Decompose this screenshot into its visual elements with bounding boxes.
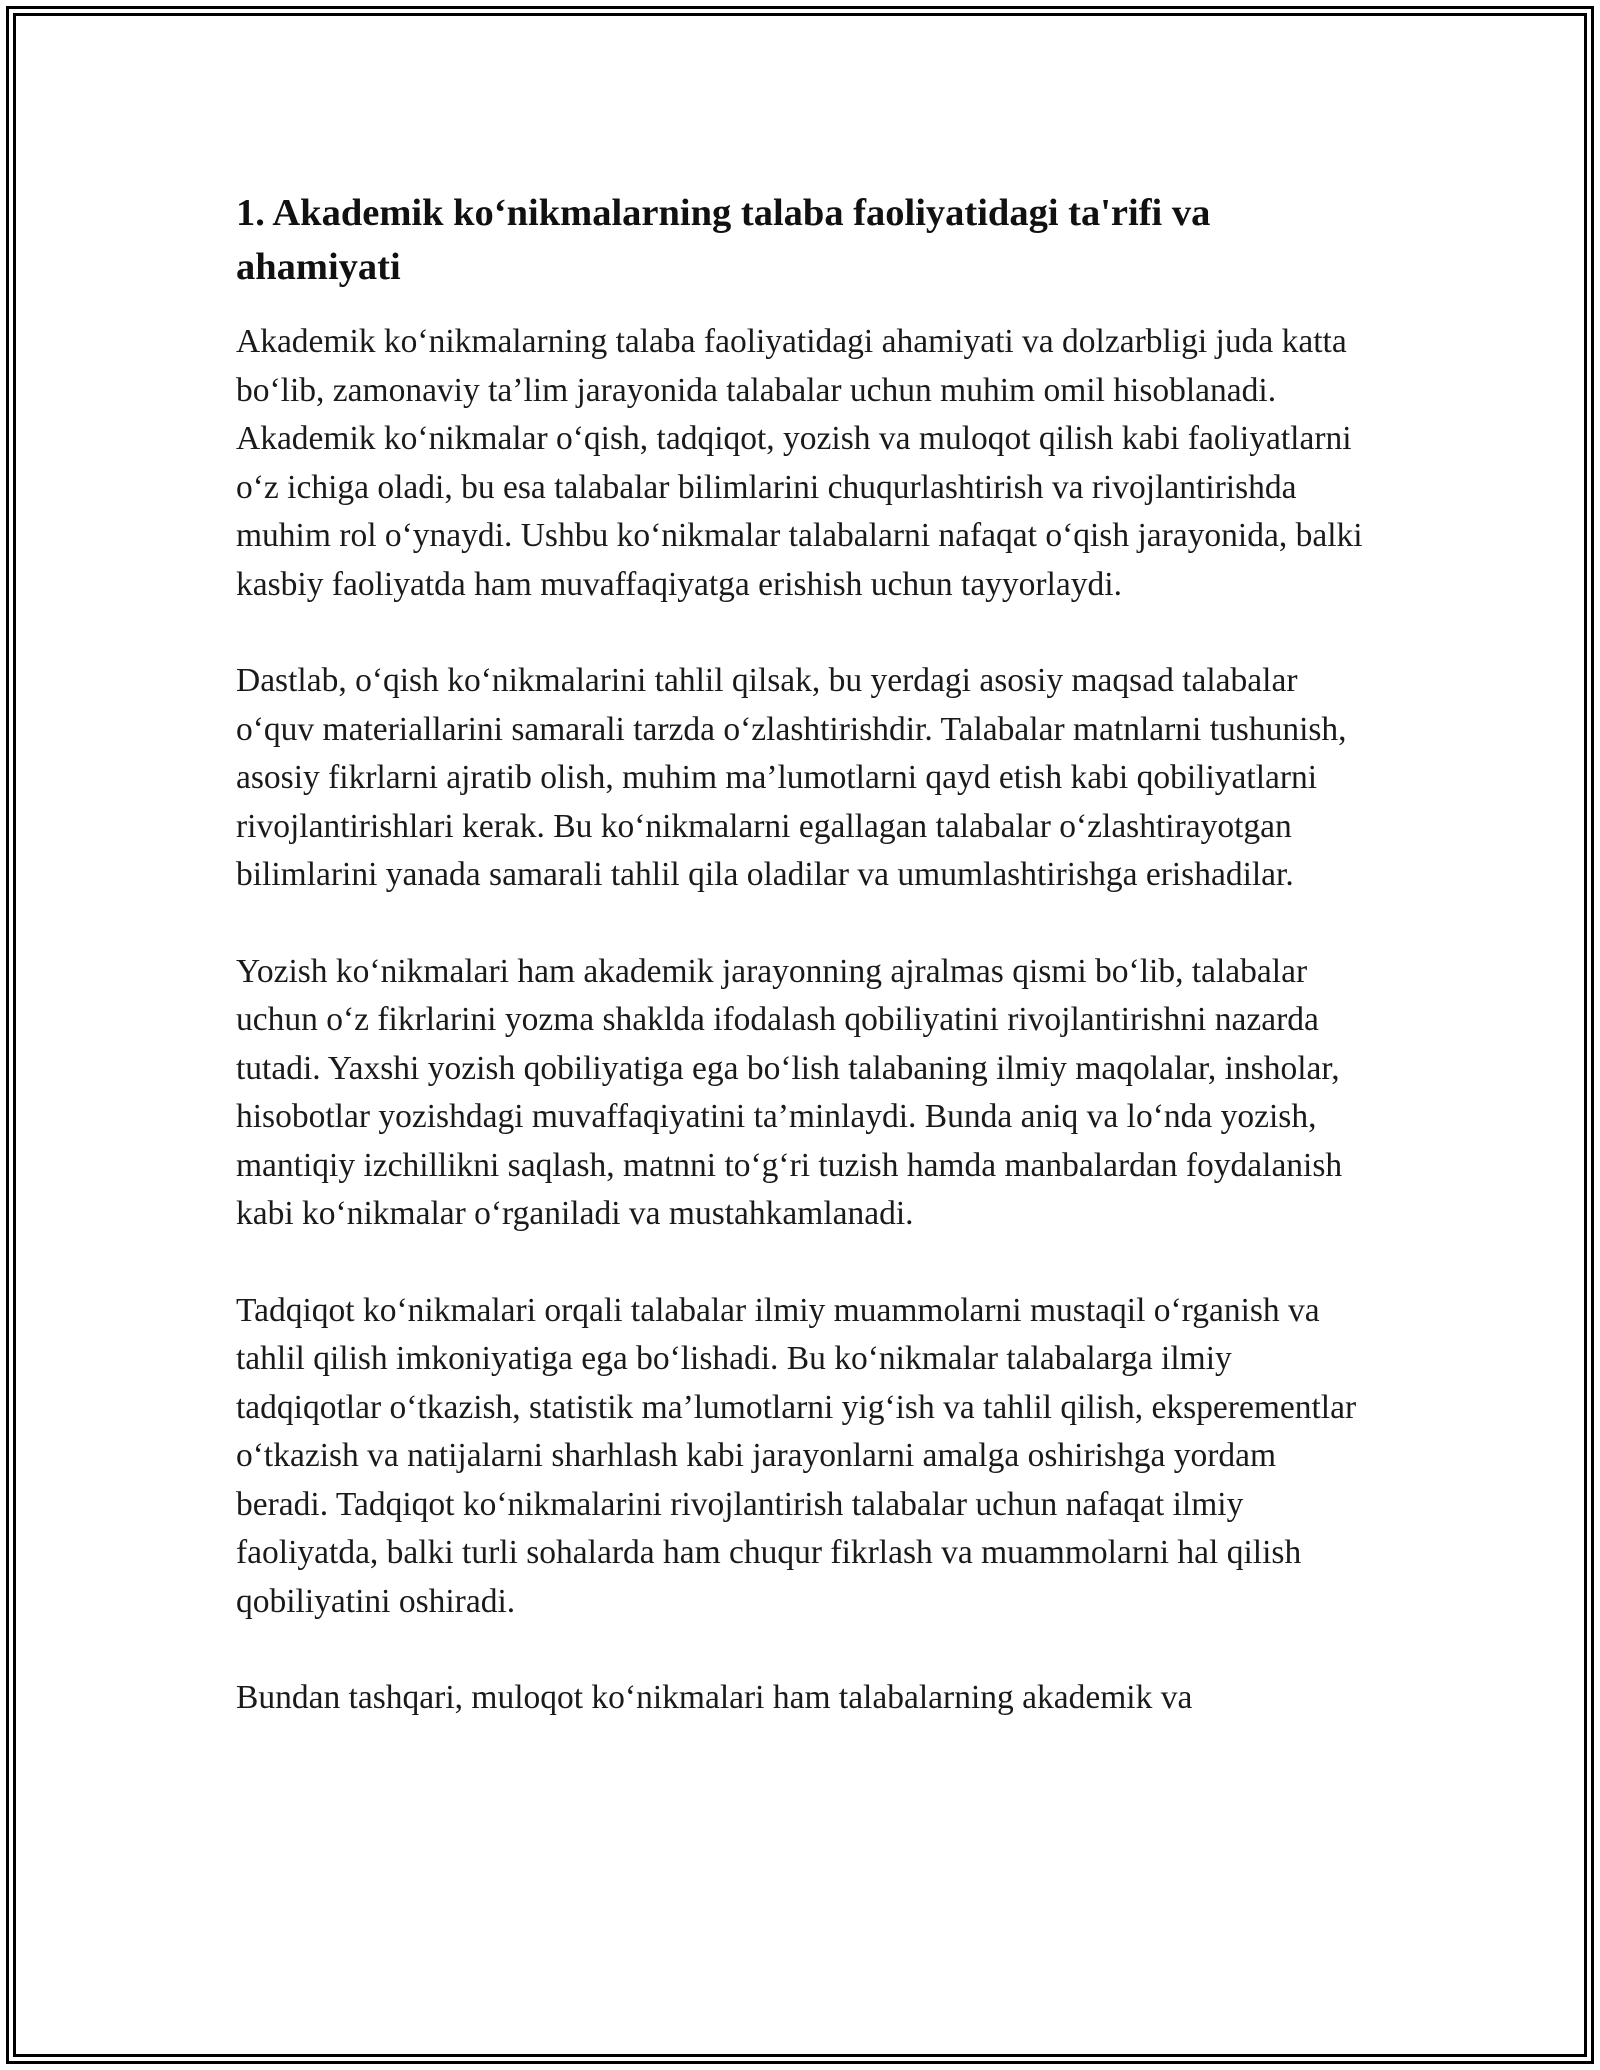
paragraph-research-skills: Tadqiqot ko‘nikmalari orqali talabalar ilmiy muammolarni mustaqil o‘rganish va tahlil qilish imkoniyatiga ega bo‘lishadi. Bu ko‘nikmalar talabalarga ilmiy tadqiqotlar o‘tkazish, statistik ma’lumotlarni yig‘ish va tahlil qilish, eksperementlar o‘tkazish va natijalarni sharhlash kabi jarayonlarni amalga oshirishga yordam beradi. Tadqiqot ko‘nikmalarini rivojlantirish talabalar uchun nafaqat ilmiy faoliyatda, balki turli sohalarda ham chuqur fikrlash va muammolarni hal qilish qobiliyatini oshiradi.	[236, 1291, 1357, 1620]
document-body	[236, 186, 1366, 1723]
paragraph-writing-skills: Yozish ko‘nikmalari ham akademik jarayonning ajralmas qismi bo‘lib, talabalar uchun o‘z fikrlarini yozma shaklda ifodalash qobiliyatini rivojlantirishni nazarda tutadi. Yaxshi yozish qobiliyatiga ega bo‘lish talabaning ilmiy maqolalar, insholar, hisobotlar yozishdagi muvaffaqiyatini ta’minlaydi. Bunda aniq va lo‘nda yozish, mantiqiy izchillikni saqlash, matnni to‘g‘ri tuzish hamda manbalardan foydalanish kabi ko‘nikmalar o‘rganiladi va mustahkamlanadi.	[236, 952, 1343, 1232]
section-heading: 1. Akademik ko‘nikmalarning talaba faoliyatidagi ta'rifi va ahamiyati	[236, 192, 1211, 288]
paragraph-importance: Akademik ko‘nikmalarning talaba faoliyatidagi ahamiyati va dolzarbligi juda katta bo‘lib, zamonaviy ta’lim jarayonida talabalar uchun muhim omil hisoblanadi. Akademik ko‘nikmalar o‘qish, tadqiqot, yozish va muloqot qilish kabi faoliyatlarni o‘z ichiga oladi, bu esa talabalar bilimlarini chuqurlashtirish va rivojlantirishda muhim rol o‘ynaydi. Ushbu ko‘nikmalar talabalarni nafaqat o‘qish jarayonida, balki kasbiy faoliyatda ham muvaffaqiyatga erishish uchun tayyorlaydi.	[236, 323, 1363, 603]
paragraph-reading-skills: Dastlab, o‘qish ko‘nikmalarini tahlil qilsak, bu yerdagi asosiy maqsad talabalar o‘quv materiallarini samarali tarzda o‘zlashtirishdir. Talabalar matnlarni tushunish, asosiy fikrlarni ajratib olish, muhim ma’lumotlarni qayd etish kabi qobiliyatlarni rivojlantirishlari kerak. Bu ko‘nikmalarni egallagan talabalar o‘zlashtirayotgan bilimlarini yanada samarali tahlil qila oladilar va umumlashtirishga erishadilar.	[236, 662, 1347, 893]
paragraph-communication-skills: Bundan tashqari, muloqot ko‘nikmalari ham talabalarning akademik va	[236, 1679, 1193, 1716]
